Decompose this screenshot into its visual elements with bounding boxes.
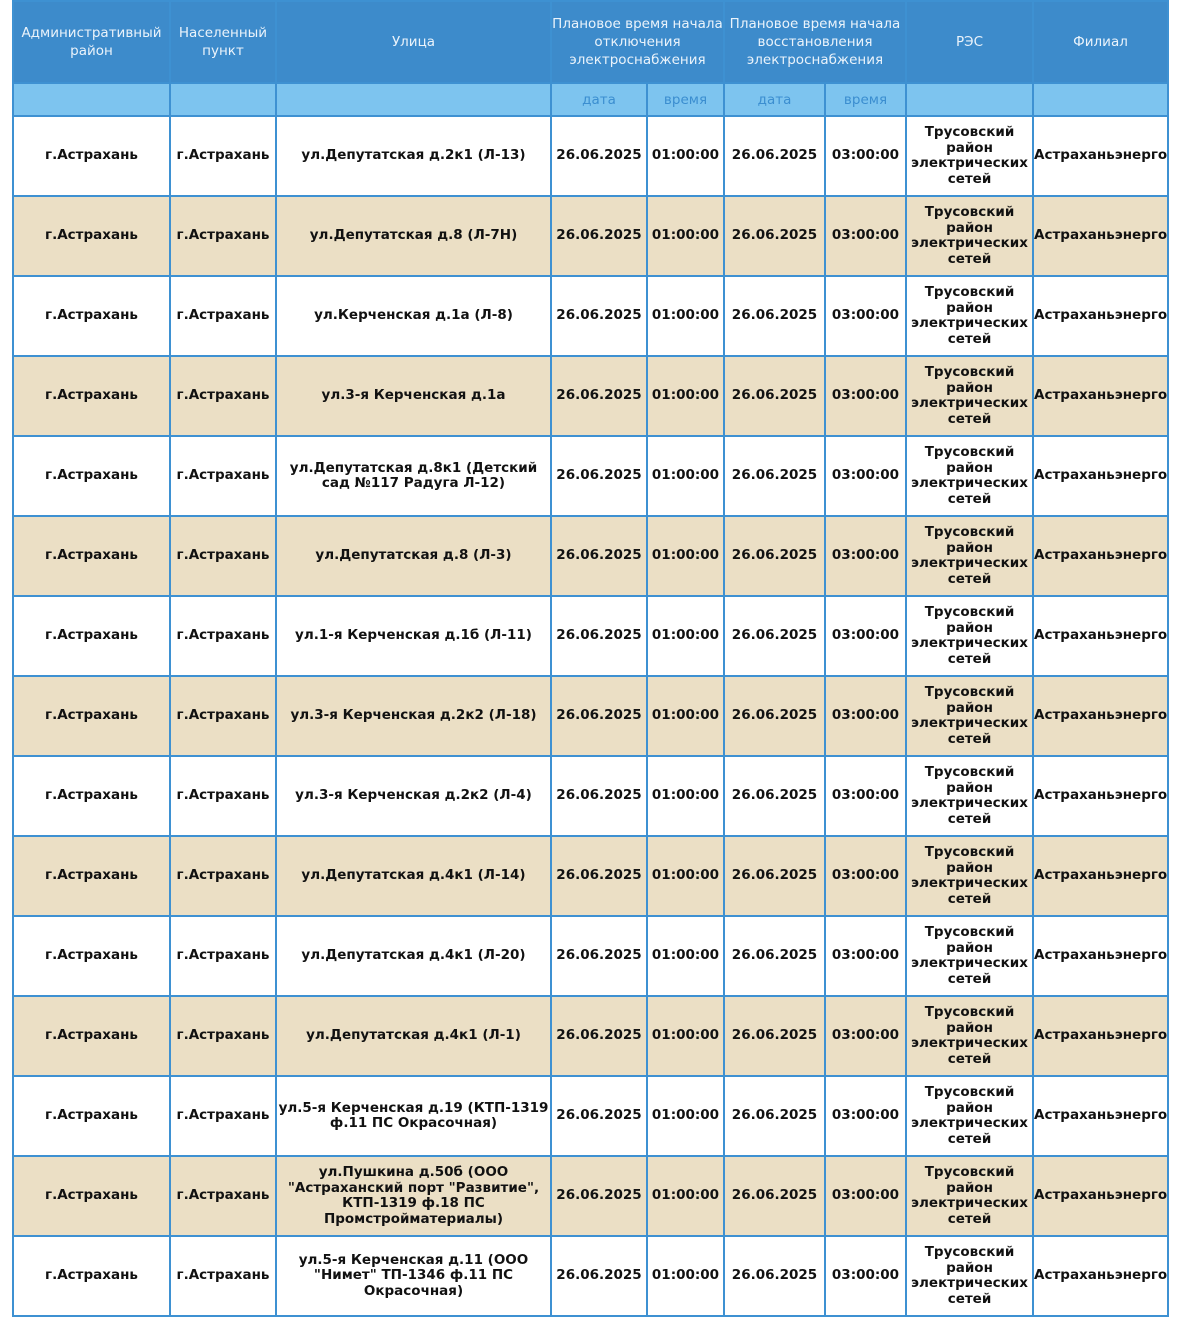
- cell-locality: г.Астрахань: [170, 1076, 276, 1156]
- cell-off-date: 26.06.2025: [551, 356, 647, 436]
- cell-street: ул.Депутатская д.2к1 (Л-13): [276, 116, 551, 196]
- cell-street: ул.Депутатская д.8 (Л-7Н): [276, 196, 551, 276]
- cell-on-time: 03:00:00: [825, 916, 906, 996]
- table-row: [13, 116, 1168, 196]
- cell-off-date: 26.06.2025: [551, 276, 647, 356]
- table-row: [13, 836, 1168, 916]
- cell-street: ул.Депутатская д.4к1 (Л-20): [276, 916, 551, 996]
- cell-branch: Астраханьэнерго: [1033, 676, 1168, 756]
- cell-street: ул.Депутатская д.8к1 (Детский сад №117 Радуга Л-12): [276, 436, 551, 516]
- cell-branch: Астраханьэнерго: [1033, 1236, 1168, 1316]
- cell-branch: Астраханьэнерго: [1033, 436, 1168, 516]
- cell-on-date: 26.06.2025: [724, 116, 825, 196]
- subheader-on-date: дата: [724, 83, 825, 116]
- cell-res: Трусовский район электрических сетей: [906, 436, 1033, 516]
- cell-district: г.Астрахань: [13, 116, 170, 196]
- table-row: [13, 996, 1168, 1076]
- cell-off-time: 01:00:00: [647, 276, 724, 356]
- header-street: Улица: [276, 1, 551, 83]
- cell-on-date: 26.06.2025: [724, 276, 825, 356]
- table-row: [13, 356, 1168, 436]
- cell-on-time: 03:00:00: [825, 996, 906, 1076]
- cell-branch: Астраханьэнерго: [1033, 756, 1168, 836]
- cell-res: Трусовский район электрических сетей: [906, 116, 1033, 196]
- table-row: [13, 1236, 1168, 1316]
- cell-branch: Астраханьэнерго: [1033, 996, 1168, 1076]
- cell-on-time: 03:00:00: [825, 596, 906, 676]
- table-row: [13, 1076, 1168, 1156]
- cell-off-time: 01:00:00: [647, 436, 724, 516]
- cell-branch: Астраханьэнерго: [1033, 116, 1168, 196]
- cell-off-time: 01:00:00: [647, 996, 724, 1076]
- subheader-empty: [170, 83, 276, 116]
- subheader-empty: [1033, 83, 1168, 116]
- cell-on-date: 26.06.2025: [724, 356, 825, 436]
- cell-branch: Астраханьэнерго: [1033, 196, 1168, 276]
- header-admin-district: Административный район: [13, 1, 170, 83]
- subheader-empty: [276, 83, 551, 116]
- cell-locality: г.Астрахань: [170, 1156, 276, 1236]
- cell-off-time: 01:00:00: [647, 196, 724, 276]
- cell-branch: Астраханьэнерго: [1033, 1076, 1168, 1156]
- cell-branch: Астраханьэнерго: [1033, 596, 1168, 676]
- cell-street: ул.Пушкина д.50б (ООО "Астраханский порт "Развитие", КТП-1319 ф.18 ПС Промстройматериалы): [276, 1156, 551, 1236]
- cell-district: г.Астрахань: [13, 196, 170, 276]
- table-row: [13, 276, 1168, 356]
- cell-res: Трусовский район электрических сетей: [906, 516, 1033, 596]
- cell-off-date: 26.06.2025: [551, 1236, 647, 1316]
- cell-off-time: 01:00:00: [647, 916, 724, 996]
- cell-res: Трусовский район электрических сетей: [906, 756, 1033, 836]
- cell-district: г.Астрахань: [13, 996, 170, 1076]
- cell-district: г.Астрахань: [13, 596, 170, 676]
- cell-locality: г.Астрахань: [170, 276, 276, 356]
- cell-off-date: 26.06.2025: [551, 1076, 647, 1156]
- cell-res: Трусовский район электрических сетей: [906, 916, 1033, 996]
- outage-schedule-table: [12, 0, 1169, 1317]
- cell-district: г.Астрахань: [13, 356, 170, 436]
- cell-off-time: 01:00:00: [647, 676, 724, 756]
- cell-on-date: 26.06.2025: [724, 596, 825, 676]
- header-off-time: Плановое время начала отключения электроснабжения: [551, 1, 724, 83]
- cell-locality: г.Астрахань: [170, 836, 276, 916]
- cell-street: ул.Депутатская д.4к1 (Л-14): [276, 836, 551, 916]
- cell-off-date: 26.06.2025: [551, 996, 647, 1076]
- cell-on-time: 03:00:00: [825, 116, 906, 196]
- cell-res: Трусовский район электрических сетей: [906, 996, 1033, 1076]
- table-row: [13, 916, 1168, 996]
- cell-district: г.Астрахань: [13, 756, 170, 836]
- cell-locality: г.Астрахань: [170, 516, 276, 596]
- cell-district: г.Астрахань: [13, 916, 170, 996]
- cell-on-time: 03:00:00: [825, 756, 906, 836]
- table-row: [13, 756, 1168, 836]
- cell-district: г.Астрахань: [13, 1076, 170, 1156]
- header-branch: Филиал: [1033, 1, 1168, 83]
- cell-on-time: 03:00:00: [825, 1236, 906, 1316]
- cell-on-time: 03:00:00: [825, 436, 906, 516]
- cell-on-date: 26.06.2025: [724, 436, 825, 516]
- cell-off-date: 26.06.2025: [551, 516, 647, 596]
- cell-on-time: 03:00:00: [825, 1076, 906, 1156]
- table-body: [13, 116, 1168, 1316]
- cell-off-time: 01:00:00: [647, 356, 724, 436]
- table-row: [13, 676, 1168, 756]
- cell-on-time: 03:00:00: [825, 196, 906, 276]
- table-row: [13, 516, 1168, 596]
- cell-off-date: 26.06.2025: [551, 756, 647, 836]
- subheader-empty: [13, 83, 170, 116]
- cell-on-date: 26.06.2025: [724, 756, 825, 836]
- cell-res: Трусовский район электрических сетей: [906, 276, 1033, 356]
- header-res: РЭС: [906, 1, 1033, 83]
- cell-street: ул.Депутатская д.4к1 (Л-1): [276, 996, 551, 1076]
- cell-district: г.Астрахань: [13, 676, 170, 756]
- cell-res: Трусовский район электрических сетей: [906, 836, 1033, 916]
- cell-locality: г.Астрахань: [170, 1236, 276, 1316]
- cell-on-date: 26.06.2025: [724, 996, 825, 1076]
- cell-off-date: 26.06.2025: [551, 116, 647, 196]
- cell-off-time: 01:00:00: [647, 836, 724, 916]
- cell-branch: Астраханьэнерго: [1033, 356, 1168, 436]
- cell-on-date: 26.06.2025: [724, 916, 825, 996]
- cell-branch: Астраханьэнерго: [1033, 916, 1168, 996]
- cell-on-time: 03:00:00: [825, 676, 906, 756]
- cell-locality: г.Астрахань: [170, 436, 276, 516]
- cell-on-time: 03:00:00: [825, 1156, 906, 1236]
- cell-res: Трусовский район электрических сетей: [906, 356, 1033, 436]
- cell-off-time: 01:00:00: [647, 516, 724, 596]
- cell-res: Трусовский район электрических сетей: [906, 1156, 1033, 1236]
- cell-off-time: 01:00:00: [647, 756, 724, 836]
- cell-res: Трусовский район электрических сетей: [906, 1236, 1033, 1316]
- cell-off-date: 26.06.2025: [551, 196, 647, 276]
- cell-district: г.Астрахань: [13, 436, 170, 516]
- table-row: [13, 596, 1168, 676]
- subheader-off-time: время: [647, 83, 724, 116]
- cell-on-time: 03:00:00: [825, 836, 906, 916]
- cell-district: г.Астрахань: [13, 1236, 170, 1316]
- cell-on-time: 03:00:00: [825, 276, 906, 356]
- cell-off-date: 26.06.2025: [551, 916, 647, 996]
- cell-off-time: 01:00:00: [647, 1236, 724, 1316]
- cell-district: г.Астрахань: [13, 516, 170, 596]
- cell-district: г.Астрахань: [13, 1156, 170, 1236]
- cell-locality: г.Астрахань: [170, 356, 276, 436]
- cell-on-date: 26.06.2025: [724, 1156, 825, 1236]
- cell-locality: г.Астрахань: [170, 196, 276, 276]
- cell-off-date: 26.06.2025: [551, 436, 647, 516]
- cell-street: ул.3-я Керченская д.2к2 (Л-18): [276, 676, 551, 756]
- cell-res: Трусовский район электрических сетей: [906, 676, 1033, 756]
- cell-locality: г.Астрахань: [170, 916, 276, 996]
- cell-locality: г.Астрахань: [170, 596, 276, 676]
- subheader-on-time: время: [825, 83, 906, 116]
- header-restore-time: Плановое время начала восстановления электроснабжения: [724, 1, 906, 83]
- cell-on-date: 26.06.2025: [724, 1236, 825, 1316]
- cell-locality: г.Астрахань: [170, 996, 276, 1076]
- cell-locality: г.Астрахань: [170, 116, 276, 196]
- table-row: [13, 196, 1168, 276]
- subheader-off-date: дата: [551, 83, 647, 116]
- cell-off-date: 26.06.2025: [551, 676, 647, 756]
- cell-on-date: 26.06.2025: [724, 1076, 825, 1156]
- cell-off-time: 01:00:00: [647, 116, 724, 196]
- cell-off-time: 01:00:00: [647, 596, 724, 676]
- cell-res: Трусовский район электрических сетей: [906, 1076, 1033, 1156]
- cell-res: Трусовский район электрических сетей: [906, 596, 1033, 676]
- table-header: [13, 1, 1168, 116]
- cell-res: Трусовский район электрических сетей: [906, 196, 1033, 276]
- header-locality: Населенный пункт: [170, 1, 276, 83]
- cell-street: ул.Керченская д.1а (Л-8): [276, 276, 551, 356]
- cell-off-date: 26.06.2025: [551, 1156, 647, 1236]
- cell-street: ул.5-я Керченская д.11 (ООО "Нимет" ТП-1346 ф.11 ПС Окрасочная): [276, 1236, 551, 1316]
- cell-street: ул.5-я Керченская д.19 (КТП-1319 ф.11 ПС Окрасочная): [276, 1076, 551, 1156]
- cell-on-date: 26.06.2025: [724, 836, 825, 916]
- cell-off-date: 26.06.2025: [551, 596, 647, 676]
- cell-on-date: 26.06.2025: [724, 516, 825, 596]
- cell-branch: Астраханьэнерго: [1033, 1156, 1168, 1236]
- cell-locality: г.Астрахань: [170, 756, 276, 836]
- cell-street: ул.Депутатская д.8 (Л-3): [276, 516, 551, 596]
- cell-district: г.Астрахань: [13, 276, 170, 356]
- cell-off-time: 01:00:00: [647, 1156, 724, 1236]
- cell-on-time: 03:00:00: [825, 356, 906, 436]
- cell-branch: Астраханьэнерго: [1033, 516, 1168, 596]
- cell-branch: Астраханьэнерго: [1033, 276, 1168, 356]
- cell-off-date: 26.06.2025: [551, 836, 647, 916]
- cell-on-time: 03:00:00: [825, 516, 906, 596]
- table-row: [13, 436, 1168, 516]
- subheader-empty: [906, 83, 1033, 116]
- cell-off-time: 01:00:00: [647, 1076, 724, 1156]
- cell-street: ул.1-я Керченская д.1б (Л-11): [276, 596, 551, 676]
- cell-branch: Астраханьэнерго: [1033, 836, 1168, 916]
- cell-locality: г.Астрахань: [170, 676, 276, 756]
- cell-street: ул.3-я Керченская д.1а: [276, 356, 551, 436]
- table-row: [13, 1156, 1168, 1236]
- cell-on-date: 26.06.2025: [724, 196, 825, 276]
- cell-street: ул.3-я Керченская д.2к2 (Л-4): [276, 756, 551, 836]
- cell-district: г.Астрахань: [13, 836, 170, 916]
- cell-on-date: 26.06.2025: [724, 676, 825, 756]
